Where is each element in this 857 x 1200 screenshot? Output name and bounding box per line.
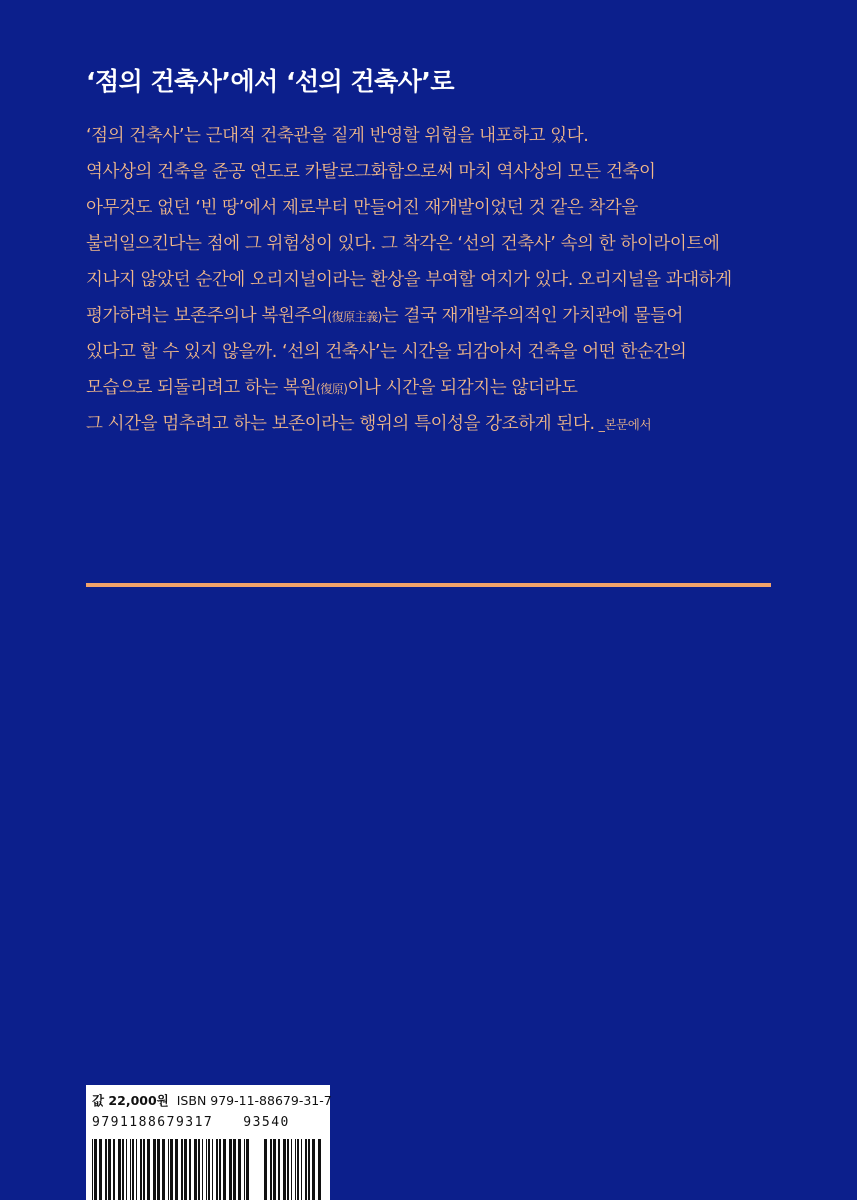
barcode-bar (162, 1139, 165, 1200)
barcode-bar (287, 1139, 289, 1200)
barcode-bar (136, 1139, 137, 1200)
barcode-bar (157, 1139, 160, 1200)
barcode-box (86, 1085, 330, 1200)
barcode-bar (238, 1139, 241, 1200)
barcode-bar (113, 1139, 115, 1200)
excerpt-text-span: 그 시간을 멈추려고 하는 보존이라는 행위의 특이성을 강조하게 된다. (86, 414, 595, 434)
page-title: ‘점의 건축사’에서 ‘선의 건축사’로 (86, 67, 455, 96)
excerpt-line: 아무것도 없던 ‘빈 땅’에서 제로부터 만들어진 재개발이었던 것 같은 착각을 (86, 198, 638, 218)
barcode-bar (308, 1139, 310, 1200)
source-note: _본문에서 (598, 417, 652, 432)
barcode-bar (273, 1139, 276, 1200)
price-isbn-row (92, 1091, 332, 1109)
barcode-bar (244, 1139, 245, 1200)
price-label: 값 22,000원 (92, 1093, 169, 1108)
barcode-bar (153, 1139, 156, 1200)
excerpt-text-span: 는 결국 재개발주의적인 가치관에 물들어 (381, 306, 684, 326)
barcode-bar (140, 1139, 142, 1200)
barcode-bar (132, 1139, 134, 1200)
excerpt-line (86, 406, 786, 442)
barcode-bar (216, 1139, 218, 1200)
barcode-bar (208, 1139, 210, 1200)
barcode-bar (219, 1139, 221, 1200)
barcode-bar (270, 1139, 272, 1200)
barcode-bar (305, 1139, 307, 1200)
excerpt-text-span: 모습으로 되돌리려고 하는 복원 (86, 378, 317, 398)
barcode-bar (318, 1139, 321, 1200)
barcode-bar (126, 1139, 127, 1200)
barcode-bar (223, 1139, 226, 1200)
excerpt-line: 지나지 않았던 순간에 오리지널이라는 환상을 부여할 여지가 있다. 오리지널을 과대하게 (86, 270, 732, 290)
barcode-bar (291, 1139, 292, 1200)
barcode-bar (108, 1139, 111, 1200)
barcode-bar (175, 1139, 178, 1200)
barcode-bar (246, 1139, 249, 1200)
excerpt-line (86, 298, 786, 334)
barcode-bar (295, 1139, 296, 1200)
barcode-bars (92, 1139, 324, 1200)
barcode-bar (92, 1139, 93, 1200)
barcode-bar (312, 1139, 315, 1200)
barcode-bar (194, 1139, 197, 1200)
barcode-bar (147, 1139, 150, 1200)
barcode-bar (278, 1139, 280, 1200)
barcode-bar (283, 1139, 286, 1200)
excerpt-text-span: 이나 시간을 되감지는 않더라도 (347, 378, 578, 398)
barcode-bar (297, 1139, 299, 1200)
excerpt-text-span: 평가하려는 보존주의나 복원주의 (86, 306, 328, 326)
barcode-main-digits: 9791188679317 (92, 1115, 214, 1130)
barcode-digits (92, 1115, 290, 1130)
barcode-bar (94, 1139, 97, 1200)
barcode-bar (202, 1139, 203, 1200)
barcode-bar (229, 1139, 232, 1200)
excerpt-line: ‘점의 건축사’는 근대적 건축관을 짙게 반영할 위험을 내포하고 있다. (86, 126, 589, 146)
barcode-bar (170, 1139, 173, 1200)
barcode-addon-digits: 93540 (243, 1115, 290, 1130)
barcode-bar (184, 1139, 187, 1200)
barcode-bar (143, 1139, 145, 1200)
barcode-bar (130, 1139, 131, 1200)
barcode-bar (264, 1139, 267, 1200)
barcode-bar (198, 1139, 200, 1200)
barcode-bar (301, 1139, 302, 1200)
barcode-bar (206, 1139, 207, 1200)
excerpt-line (86, 370, 786, 406)
isbn-label: ISBN 979-11-88679-31-7 (176, 1093, 332, 1108)
barcode-bar (189, 1139, 191, 1200)
barcode-bar (212, 1139, 213, 1200)
excerpt-line: 역사상의 건축을 준공 연도로 카탈로그화함으로써 마치 역사상의 모든 건축이 (86, 162, 656, 182)
barcode-bar (168, 1139, 169, 1200)
barcode-bar (118, 1139, 121, 1200)
hanja-annotation: (復原主義) (327, 310, 382, 324)
barcode-bar (181, 1139, 183, 1200)
orange-divider (86, 583, 771, 587)
barcode-bar (99, 1139, 102, 1200)
excerpt-line: 불러일으킨다는 점에 그 위험성이 있다. 그 착각은 ‘선의 건축사’ 속의 한 하이라이트에 (86, 234, 720, 254)
barcode-bar (105, 1139, 107, 1200)
barcode-bar (233, 1139, 236, 1200)
excerpt-text (86, 118, 786, 442)
excerpt-line: 있다고 할 수 있지 않을까. ‘선의 건축사’는 시간을 되감아서 건축을 어떤 한순간의 (86, 342, 687, 362)
barcode-bar (122, 1139, 124, 1200)
hanja-annotation: (復原) (316, 382, 348, 396)
